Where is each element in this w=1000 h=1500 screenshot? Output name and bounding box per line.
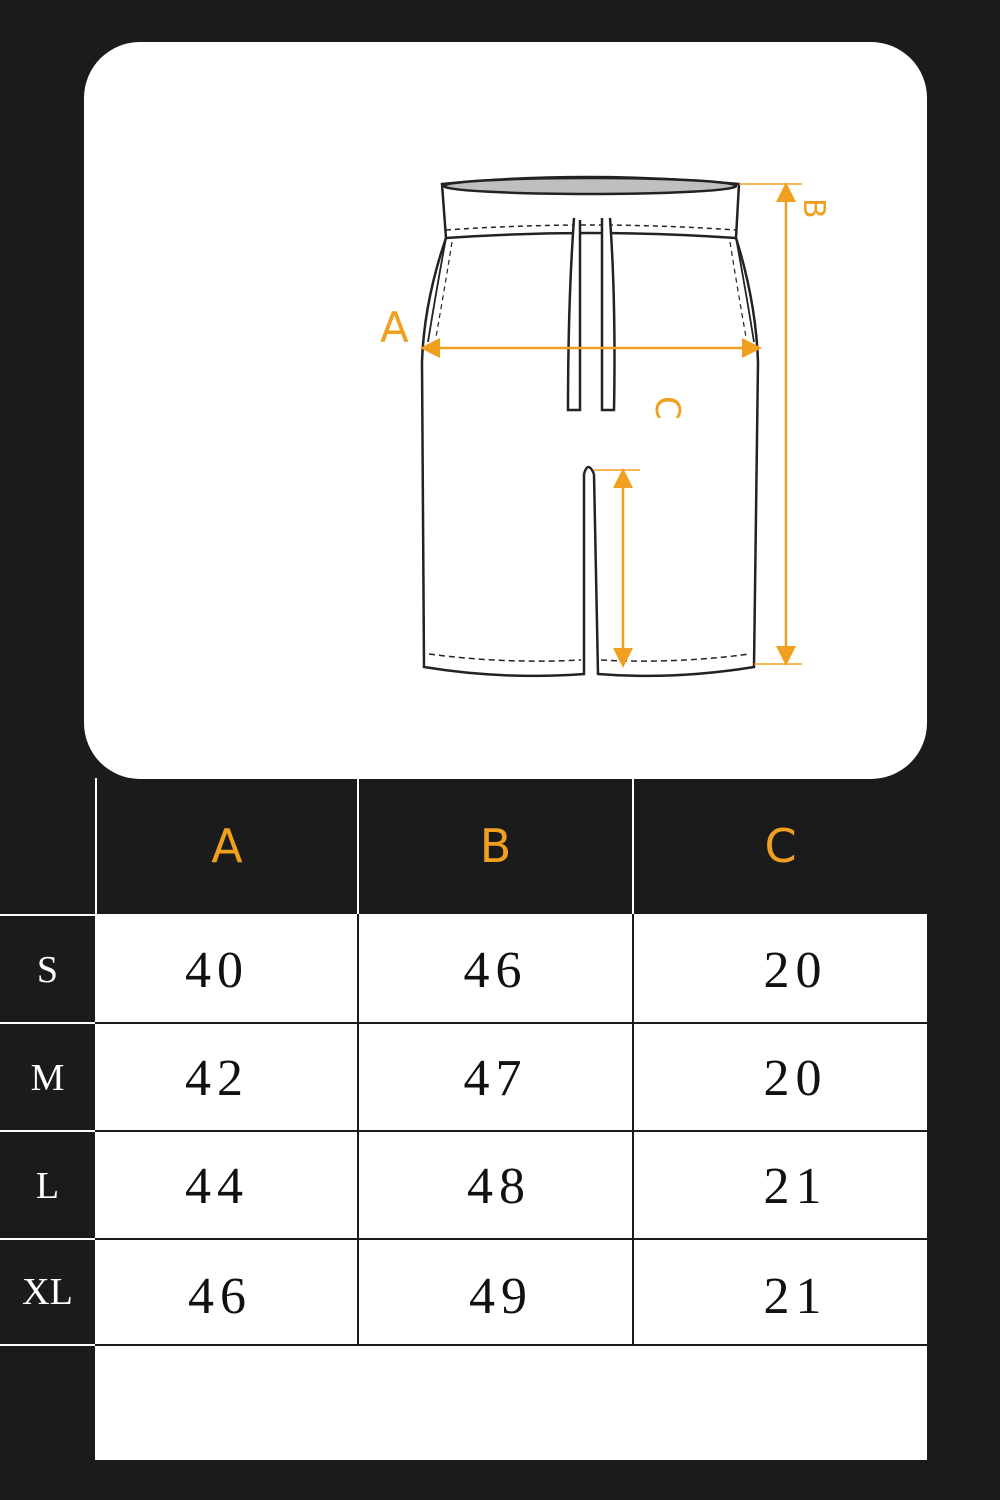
shorts-diagram-card — [84, 42, 927, 779]
header-c: C — [764, 819, 797, 873]
cell-l-a: 44 — [185, 1157, 249, 1215]
size-label-s: S — [36, 949, 59, 991]
dimension-c-label: C — [647, 396, 687, 420]
size-label-l: L — [35, 1165, 60, 1207]
size-label-m: M — [30, 1057, 65, 1099]
cell-m-b: 47 — [463, 1049, 528, 1107]
header-b: B — [479, 819, 512, 873]
cell-s-a: 40 — [185, 941, 249, 999]
row-separator — [0, 1344, 95, 1346]
cell-s-b: 46 — [463, 941, 528, 999]
dimension-b-label: B — [796, 198, 831, 219]
size-label-xl: XL — [22, 1271, 73, 1313]
shorts-outline — [422, 177, 758, 676]
cell-m-a: 42 — [185, 1049, 249, 1107]
dimension-a-label: A — [380, 303, 409, 352]
cell-s-c: 20 — [763, 941, 828, 999]
shorts-diagram — [84, 42, 927, 779]
cell-l-b: 48 — [467, 1157, 531, 1215]
cell-xl-c: 21 — [763, 1267, 828, 1325]
header-a: A — [211, 819, 243, 873]
cell-l-c: 21 — [763, 1157, 828, 1215]
cell-xl-b: 49 — [469, 1267, 533, 1325]
cell-m-c: 20 — [763, 1049, 828, 1107]
cell-xl-a: 46 — [188, 1267, 252, 1325]
